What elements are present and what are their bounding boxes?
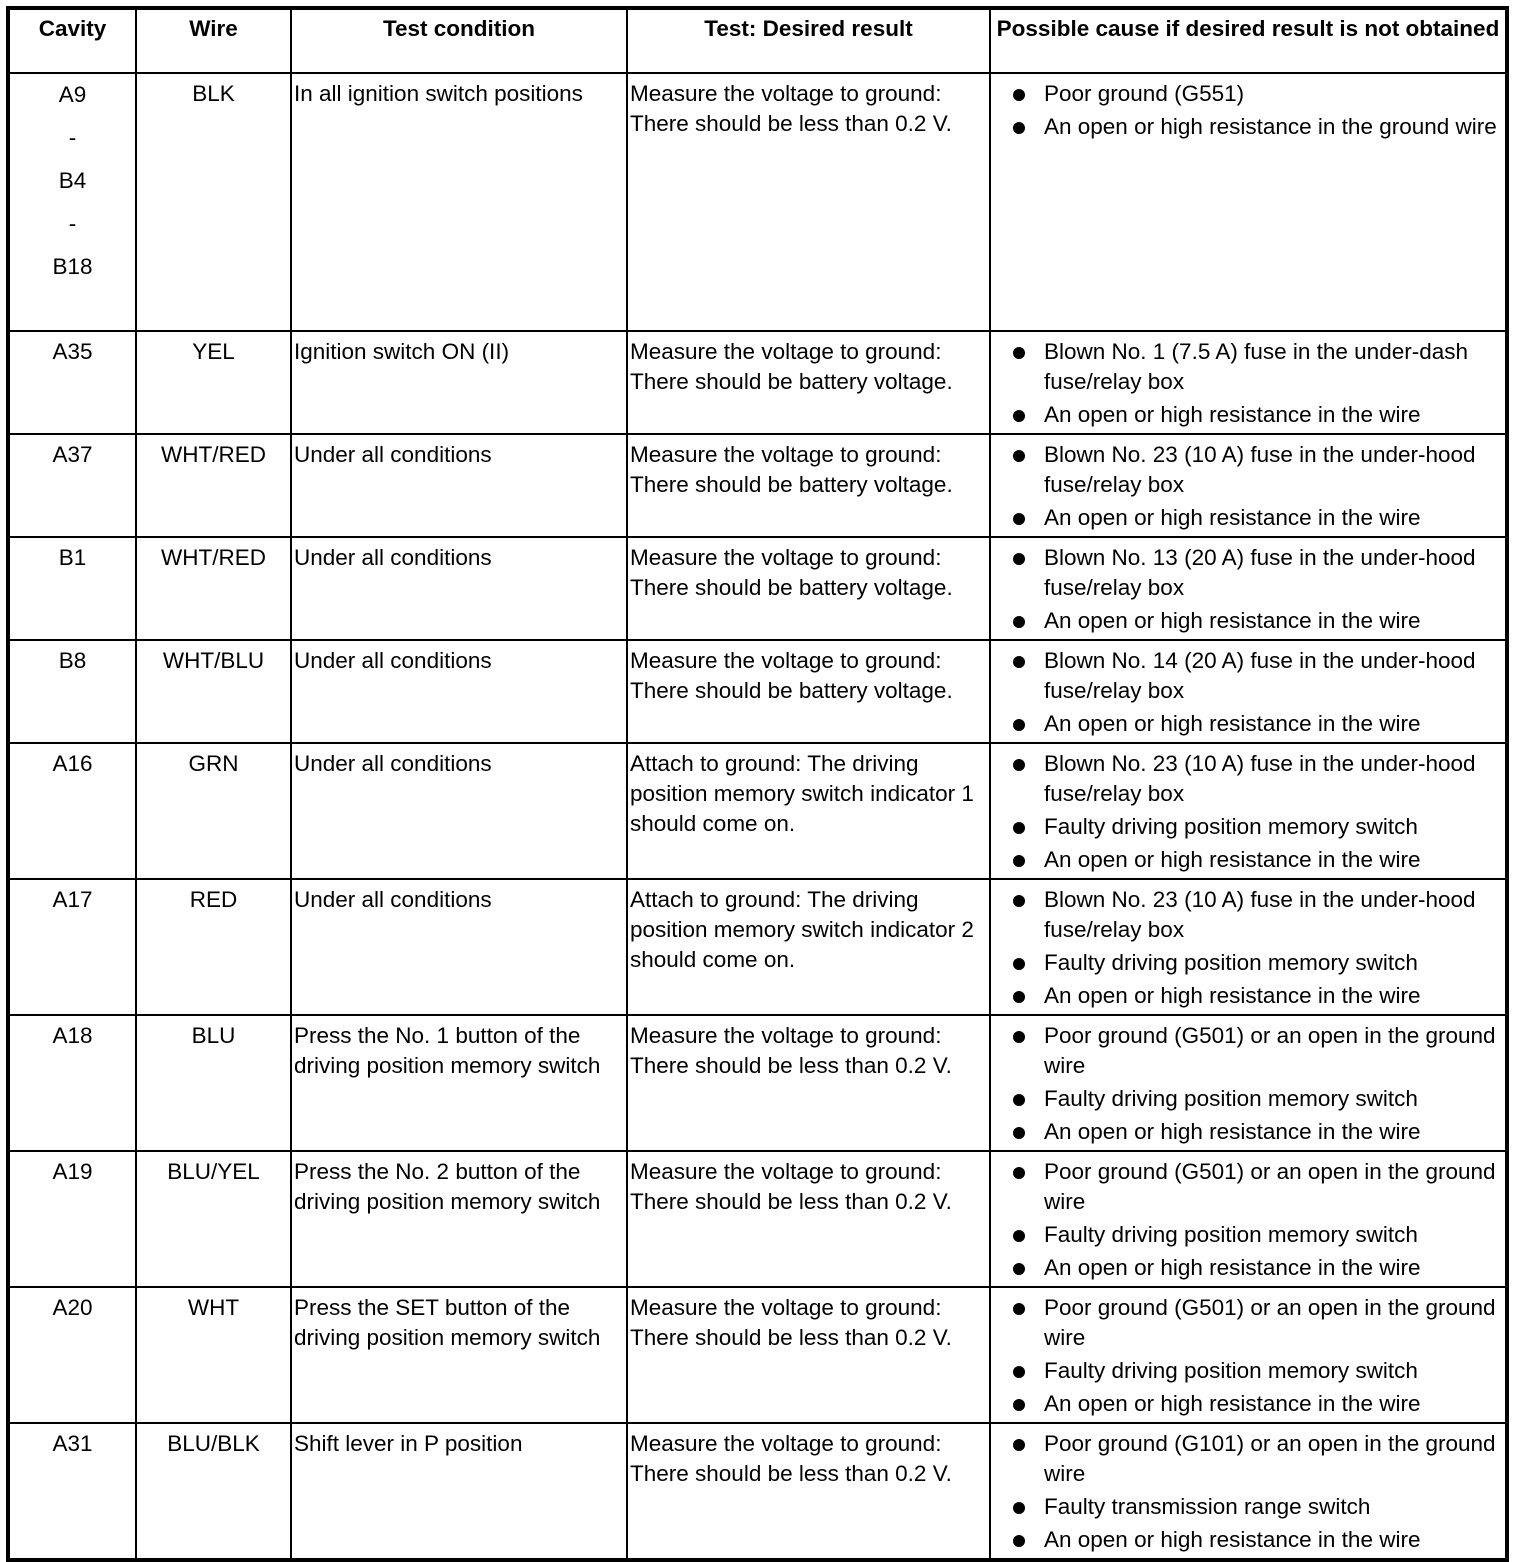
cavity-cell (8, 1151, 136, 1287)
cause-list (993, 749, 1503, 875)
cause-item: An open or high resistance in the wire (1044, 1525, 1503, 1555)
table-row (8, 743, 1507, 879)
wire-cell: BLU (136, 1015, 291, 1151)
cavity-cell (8, 73, 136, 331)
connector-test-table (6, 6, 1509, 1562)
cause-item: An open or high resistance in the wire (1044, 1117, 1503, 1147)
cavity-cell (8, 640, 136, 743)
cause-list (993, 1021, 1503, 1147)
cavity-label: A20 (52, 1295, 93, 1320)
possible-cause-cell (990, 743, 1507, 879)
cause-item: Faulty driving position memory switch (1044, 1220, 1503, 1250)
cause-item: Poor ground (G551) (1044, 79, 1503, 109)
wire-cell: WHT/RED (136, 434, 291, 537)
cause-item: Blown No. 14 (20 A) fuse in the under-hood fuse/relay box (1044, 646, 1503, 706)
test-condition-cell: Under all conditions (291, 640, 627, 743)
test-condition-cell: Under all conditions (291, 743, 627, 879)
possible-cause-cell (990, 640, 1507, 743)
desired-result-cell: Measure the voltage to ground: There should be less than 0.2 V. (627, 1423, 990, 1560)
wire-cell: WHT/BLU (136, 640, 291, 743)
cause-item: Blown No. 13 (20 A) fuse in the under-hood fuse/relay box (1044, 543, 1503, 603)
cause-item: Blown No. 23 (10 A) fuse in the under-hood fuse/relay box (1044, 440, 1503, 500)
cause-item: An open or high resistance in the wire (1044, 400, 1503, 430)
table-row (8, 879, 1507, 1015)
wire-cell: GRN (136, 743, 291, 879)
cavity-label: A31 (52, 1431, 93, 1456)
cavity-cell (8, 537, 136, 640)
desired-result-cell: Measure the voltage to ground: There should be battery voltage. (627, 331, 990, 434)
cause-item: Poor ground (G501) or an open in the ground wire (1044, 1293, 1503, 1353)
possible-cause-cell (990, 1423, 1507, 1560)
cavity-label: A35 (52, 339, 93, 364)
desired-result-cell: Measure the voltage to ground: There should be less than 0.2 V. (627, 73, 990, 331)
cause-item: Blown No. 1 (7.5 A) fuse in the under-dash fuse/relay box (1044, 337, 1503, 397)
cavity-label: A18 (52, 1023, 93, 1048)
possible-cause-cell (990, 879, 1507, 1015)
test-condition-cell: Press the SET button of the driving position memory switch (291, 1287, 627, 1423)
cause-item: An open or high resistance in the wire (1044, 709, 1503, 739)
cause-list (993, 646, 1503, 739)
cause-item: An open or high resistance in the wire (1044, 606, 1503, 636)
wire-cell: BLK (136, 73, 291, 331)
table-row (8, 640, 1507, 743)
table-row (8, 331, 1507, 434)
cause-item: Poor ground (G101) or an open in the ground wire (1044, 1429, 1503, 1489)
cavity-label: A17 (52, 887, 93, 912)
header-row (8, 8, 1507, 73)
cavity-label: B8 (58, 648, 87, 673)
header-cavity: Cavity (8, 8, 136, 73)
possible-cause-cell (990, 1287, 1507, 1423)
possible-cause-cell (990, 1151, 1507, 1287)
desired-result-cell: Attach to ground: The driving position memory switch indicator 2 should come on. (627, 879, 990, 1015)
wire-cell: BLU/YEL (136, 1151, 291, 1287)
test-condition-cell: Ignition switch ON (II) (291, 331, 627, 434)
test-condition-cell: Press the No. 2 button of the driving position memory switch (291, 1151, 627, 1287)
cavity-label: - (68, 125, 77, 150)
cause-list (993, 1157, 1503, 1283)
cavity-label: A16 (52, 751, 93, 776)
table-row (8, 1287, 1507, 1423)
header-test-condition: Test condition (291, 8, 627, 73)
wire-cell: WHT/RED (136, 537, 291, 640)
cavity-cell (8, 879, 136, 1015)
cause-item: An open or high resistance in the wire (1044, 1253, 1503, 1283)
test-condition-cell: Press the No. 1 button of the driving position memory switch (291, 1015, 627, 1151)
possible-cause-cell (990, 331, 1507, 434)
desired-result-cell: Measure the voltage to ground: There should be less than 0.2 V. (627, 1287, 990, 1423)
cause-item: Blown No. 23 (10 A) fuse in the under-hood fuse/relay box (1044, 885, 1503, 945)
wire-cell: BLU/BLK (136, 1423, 291, 1560)
table-row (8, 1423, 1507, 1560)
desired-result-cell: Measure the voltage to ground: There should be battery voltage. (627, 640, 990, 743)
test-condition-cell: Shift lever in P position (291, 1423, 627, 1560)
test-condition-cell: Under all conditions (291, 434, 627, 537)
cause-list (993, 885, 1503, 1011)
possible-cause-cell (990, 434, 1507, 537)
cause-list (993, 1429, 1503, 1555)
cause-item: An open or high resistance in the wire (1044, 845, 1503, 875)
cause-item: Faulty driving position memory switch (1044, 812, 1503, 842)
desired-result-cell: Measure the voltage to ground: There should be less than 0.2 V. (627, 1015, 990, 1151)
cavity-cell (8, 1423, 136, 1560)
possible-cause-cell (990, 1015, 1507, 1151)
desired-result-cell: Measure the voltage to ground: There should be less than 0.2 V. (627, 1151, 990, 1287)
cavity-label: B1 (58, 545, 87, 570)
table-row (8, 73, 1507, 331)
cavity-label: A19 (52, 1159, 93, 1184)
cause-item: An open or high resistance in the wire (1044, 1389, 1503, 1419)
header-possible-cause: Possible cause if desired result is not obtained (990, 8, 1507, 73)
table-row (8, 1015, 1507, 1151)
cavity-label: A9 (58, 82, 87, 107)
cause-list (993, 79, 1503, 142)
cavity-label: B18 (52, 254, 93, 279)
cause-list (993, 543, 1503, 636)
wire-cell: WHT (136, 1287, 291, 1423)
header-wire: Wire (136, 8, 291, 73)
cavity-cell (8, 1015, 136, 1151)
cavity-label: A37 (52, 442, 93, 467)
desired-result-cell: Measure the voltage to ground: There should be battery voltage. (627, 434, 990, 537)
desired-result-cell: Measure the voltage to ground: There should be battery voltage. (627, 537, 990, 640)
cause-item: An open or high resistance in the ground wire (1044, 112, 1503, 142)
cavity-cell (8, 743, 136, 879)
cause-item: Faulty driving position memory switch (1044, 1084, 1503, 1114)
possible-cause-cell (990, 73, 1507, 331)
cause-item: Blown No. 23 (10 A) fuse in the under-hood fuse/relay box (1044, 749, 1503, 809)
cause-item: Faulty driving position memory switch (1044, 1356, 1503, 1386)
cavity-label: B4 (58, 168, 87, 193)
cause-item: An open or high resistance in the wire (1044, 503, 1503, 533)
cavity-cell (8, 434, 136, 537)
table-row (8, 434, 1507, 537)
cause-item: Poor ground (G501) or an open in the ground wire (1044, 1021, 1503, 1081)
test-condition-cell: Under all conditions (291, 879, 627, 1015)
cause-item: Faulty driving position memory switch (1044, 948, 1503, 978)
cause-item: An open or high resistance in the wire (1044, 981, 1503, 1011)
table-row (8, 537, 1507, 640)
cause-list (993, 1293, 1503, 1419)
cavity-cell (8, 331, 136, 434)
cavity-cell (8, 1287, 136, 1423)
cause-item: Poor ground (G501) or an open in the ground wire (1044, 1157, 1503, 1217)
cavity-label: - (68, 211, 77, 236)
cause-item: Faulty transmission range switch (1044, 1492, 1503, 1522)
test-condition-cell: In all ignition switch positions (291, 73, 627, 331)
wire-cell: RED (136, 879, 291, 1015)
cause-list (993, 440, 1503, 533)
table-row (8, 1151, 1507, 1287)
cause-list (993, 337, 1503, 430)
possible-cause-cell (990, 537, 1507, 640)
wire-cell: YEL (136, 331, 291, 434)
header-desired-result: Test: Desired result (627, 8, 990, 73)
desired-result-cell: Attach to ground: The driving position memory switch indicator 1 should come on. (627, 743, 990, 879)
test-condition-cell: Under all conditions (291, 537, 627, 640)
